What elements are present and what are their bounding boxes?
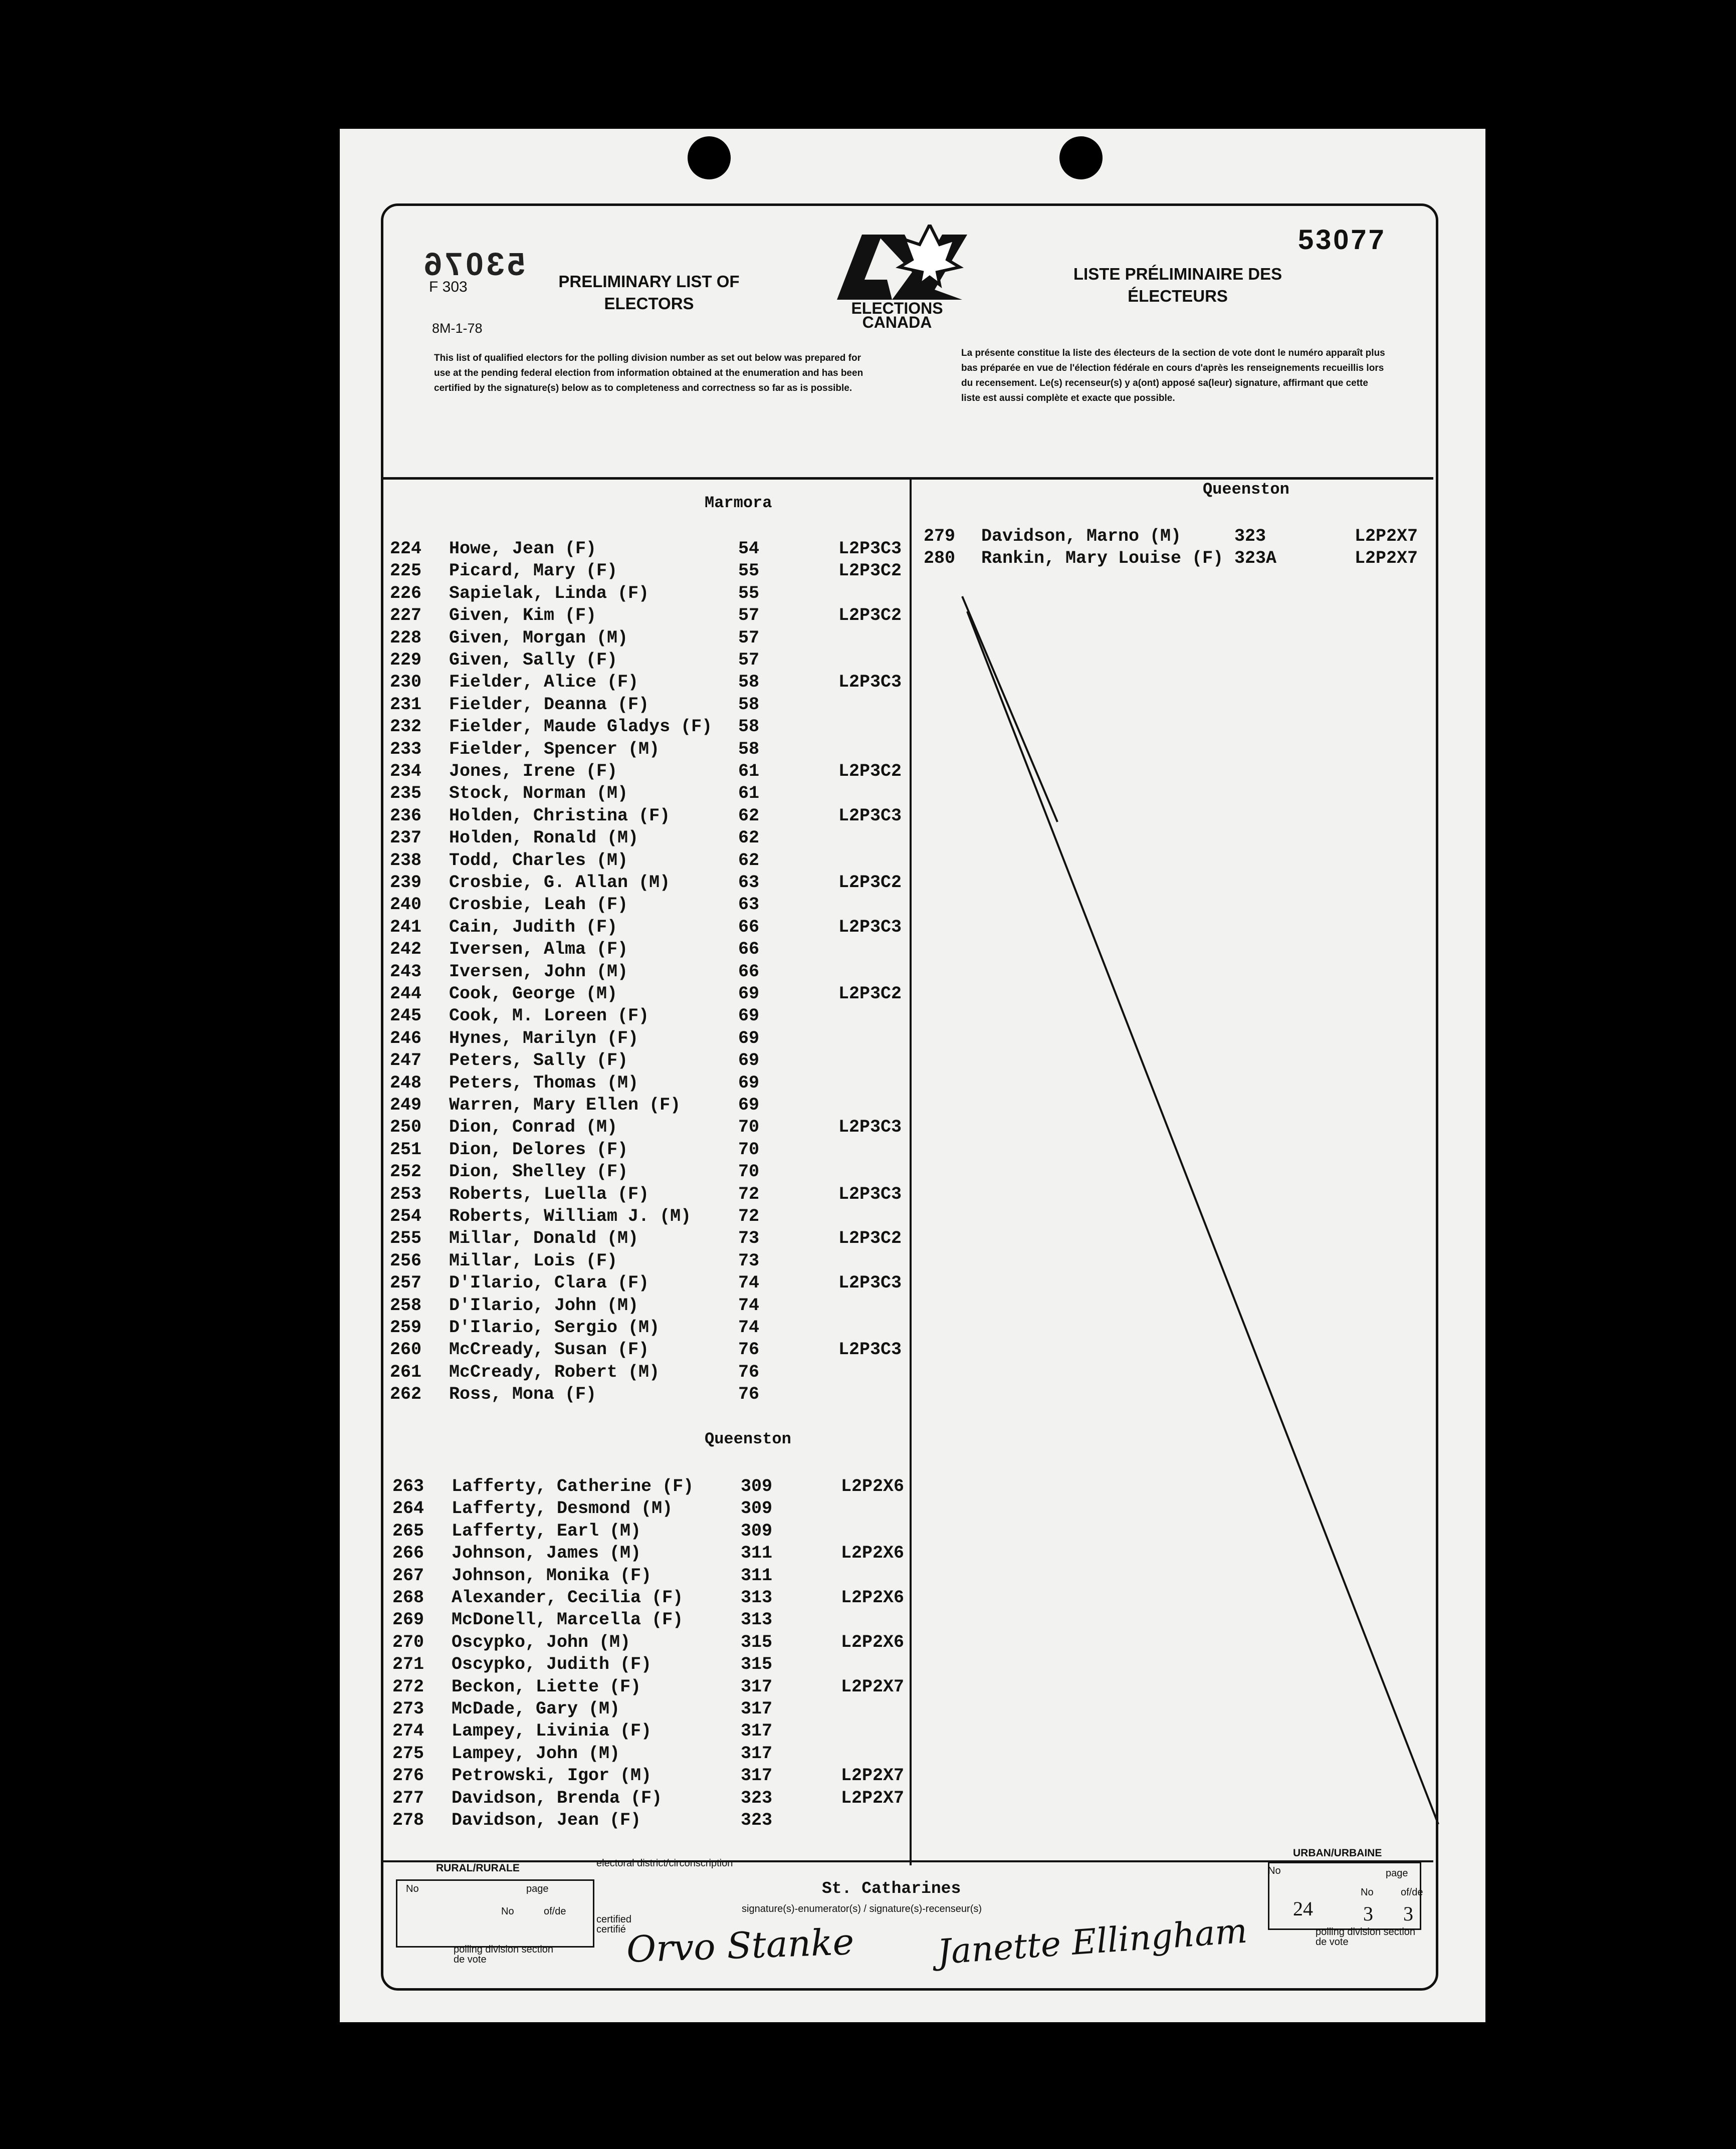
elector-name: McCready, Susan (F) (449, 1340, 649, 1360)
postal-code: L2P3C3 (838, 672, 902, 693)
postal-code: L2P2X7 (841, 1788, 905, 1808)
elector-row (390, 761, 916, 782)
civic-number: 61 (738, 761, 760, 781)
enumerator-signature-2: Janette Ellingham (936, 1911, 1249, 1973)
civic-number: 69 (738, 984, 760, 1004)
elector-number: 246 (390, 1028, 422, 1048)
elector-row (392, 1632, 919, 1653)
elector-number: 253 (390, 1184, 422, 1204)
postal-code: L2P2X7 (841, 1766, 905, 1786)
civic-number: 317 (741, 1676, 773, 1697)
logo-text-elections: ELECTIONS (851, 299, 943, 317)
rural-page-no-label: No (501, 1906, 514, 1917)
civic-number: 73 (738, 1250, 760, 1271)
elector-number: 263 (392, 1476, 424, 1496)
elector-name: Holden, Ronald (M) (449, 828, 639, 848)
elector-number: 260 (390, 1340, 422, 1360)
civic-number: 309 (741, 1498, 773, 1519)
elector-row (390, 962, 916, 983)
civic-number: 323 (741, 1788, 773, 1808)
elector-number: 274 (392, 1721, 424, 1742)
elector-row (392, 1721, 919, 1742)
rural-polling-label: polling division section de vote (454, 1944, 554, 1965)
elector-name: Given, Kim (F) (449, 605, 597, 626)
elector-number: 255 (390, 1228, 422, 1249)
civic-number: 315 (741, 1654, 773, 1675)
elector-row (390, 1206, 916, 1227)
elector-number: 236 (390, 805, 422, 826)
elector-name: D'Ilario, John (M) (449, 1295, 639, 1316)
elector-number: 249 (390, 1095, 422, 1115)
elector-name: Fielder, Deanna (F) (449, 694, 649, 715)
elector-name: Oscypko, Judith (F) (452, 1654, 652, 1675)
civic-number: 58 (738, 717, 760, 737)
elector-number: 275 (392, 1743, 424, 1764)
civic-number: 66 (738, 939, 760, 960)
civic-number: 309 (741, 1521, 773, 1541)
urban-page-no-label: No (1361, 1887, 1374, 1898)
civic-number: 309 (741, 1476, 773, 1496)
elector-row (390, 605, 916, 626)
civic-number: 76 (738, 1340, 760, 1360)
elector-number: 234 (390, 761, 422, 781)
elector-number: 237 (390, 828, 422, 848)
elector-row (390, 1006, 916, 1027)
page-number: 3 (1363, 1902, 1373, 1925)
logo-text-canada: CANADA (862, 313, 932, 330)
civic-number: 74 (738, 1295, 760, 1316)
elector-number: 279 (924, 526, 956, 546)
elector-row (392, 1566, 919, 1587)
civic-number: 323 (741, 1810, 773, 1830)
elector-row (390, 1073, 916, 1094)
elector-number: 239 (390, 873, 422, 893)
elector-row (390, 1095, 916, 1116)
elector-name: Warren, Mary Ellen (F) (449, 1095, 681, 1115)
elector-number: 252 (390, 1162, 422, 1182)
civic-number: 61 (738, 783, 760, 804)
civic-number: 57 (738, 627, 760, 648)
intro-english: This list of qualified electors for the polling division number as set out below was prepared for use at the pending federal election from information obtained at the enumeration and has been certified by the signature(s) below as to completeness and correctness so far as is possible. (434, 353, 863, 393)
elector-number: 224 (390, 539, 422, 559)
certified-label: certified certifié (596, 1914, 632, 1935)
elector-number: 265 (392, 1521, 424, 1541)
elector-row (392, 1543, 919, 1564)
elector-name: McCready, Robert (M) (449, 1362, 660, 1382)
street-heading-marmora: Marmora (705, 494, 772, 512)
elector-number: 276 (392, 1766, 424, 1786)
civic-number: 55 (738, 583, 760, 603)
elector-number: 242 (390, 939, 422, 960)
civic-number: 317 (741, 1766, 773, 1786)
elector-number: 232 (390, 717, 422, 737)
elector-name: Fielder, Spencer (M) (449, 739, 660, 759)
street-heading-queenston-right: Queenston (1203, 480, 1289, 499)
polling-division-number: 24 (1293, 1897, 1313, 1920)
civic-number: 69 (738, 1072, 760, 1093)
punch-hole (1059, 136, 1103, 179)
elector-row (390, 1184, 916, 1205)
civic-number: 317 (741, 1721, 773, 1742)
elector-name: Todd, Charles (M) (449, 850, 628, 871)
elector-number: 238 (390, 850, 422, 871)
elector-row (390, 561, 916, 582)
elector-row (390, 1296, 916, 1317)
elector-row (390, 1318, 916, 1339)
elector-row (390, 628, 916, 649)
elector-number: 230 (390, 672, 422, 693)
elector-row (390, 1117, 916, 1138)
rural-page-label: page (526, 1883, 549, 1894)
postal-code: L2P2X7 (1355, 548, 1418, 568)
elector-name: Millar, Lois (F) (449, 1250, 618, 1271)
elector-number: 267 (392, 1565, 424, 1586)
elector-number: 227 (390, 605, 422, 626)
elections-canada-logo (817, 225, 977, 330)
elector-name: D'Ilario, Clara (F) (449, 1273, 649, 1294)
elector-row (392, 1699, 919, 1720)
elector-name: McDade, Gary (M) (452, 1699, 620, 1719)
elector-name: Millar, Donald (M) (449, 1228, 639, 1249)
header-divider (383, 477, 1433, 480)
civic-number: 70 (738, 1117, 760, 1138)
civic-number: 76 (738, 1362, 760, 1382)
elector-name: Holden, Christina (F) (449, 805, 671, 826)
mirrored-form-number: 53076 (421, 246, 525, 282)
elector-number: 243 (390, 961, 422, 982)
elector-row (390, 1362, 916, 1383)
elector-number: 247 (390, 1050, 422, 1071)
elector-name: Picard, Mary (F) (449, 561, 618, 581)
elector-row (390, 850, 916, 872)
elector-row (390, 917, 916, 938)
elector-row (924, 548, 1450, 569)
urban-no-label: No (1268, 1865, 1281, 1876)
elector-name: Petrowski, Igor (M) (452, 1766, 652, 1786)
urban-label: URBAN/URBAINE (1293, 1847, 1382, 1859)
elector-name: Roberts, William J. (M) (449, 1206, 692, 1226)
elector-row (390, 939, 916, 960)
elector-row (392, 1654, 919, 1675)
civic-number: 317 (741, 1743, 773, 1764)
elector-name: Sapielak, Linda (F) (449, 583, 649, 603)
civic-number: 57 (738, 650, 760, 670)
enumerator-signature-1: Orvo Stanke (625, 1920, 855, 1971)
elector-number: 264 (392, 1498, 424, 1519)
district-label: electoral district/circonscription (596, 1858, 733, 1869)
civic-number: 323 (1234, 526, 1266, 546)
document-number: 53077 (1298, 224, 1386, 255)
elector-row (392, 1766, 919, 1787)
civic-number: 72 (738, 1206, 760, 1226)
civic-number: 317 (741, 1699, 773, 1719)
civic-number: 69 (738, 1028, 760, 1048)
elector-row (390, 1340, 916, 1361)
elector-row (924, 526, 1450, 547)
elector-name: Davidson, Brenda (F) (452, 1788, 663, 1808)
elector-number: 231 (390, 694, 422, 715)
civic-number: 70 (738, 1162, 760, 1182)
elector-name: Lampey, Livinia (F) (452, 1721, 652, 1742)
elector-name: Fielder, Alice (F) (449, 672, 639, 693)
intro-french: La présente constitue la liste des électeurs de la section de vote dont le numéro apparaît plus bas préparée en vue de l'élection fédérale en cours d'après les renseignements recueillis lors du recensement. Le(s) recenseur(s) y a(ont) apposé sa(leur) signature, affirmant que cette liste est aussi complète et exacte que possible. (961, 348, 1385, 403)
civic-number: 69 (738, 1095, 760, 1115)
civic-number: 70 (738, 1139, 760, 1160)
elector-row (390, 1140, 916, 1161)
civic-number: 54 (738, 539, 760, 559)
elector-name: Dion, Shelley (F) (449, 1162, 628, 1182)
elector-number: 250 (390, 1117, 422, 1138)
elector-row (390, 1162, 916, 1183)
elector-name: Given, Sally (F) (449, 650, 618, 670)
elector-name: Iversen, John (M) (449, 961, 628, 982)
urban-page-label: page (1386, 1868, 1408, 1879)
elector-number: 280 (924, 548, 956, 568)
elector-row (390, 539, 916, 560)
postal-code: L2P3C2 (838, 761, 902, 781)
civic-number: 72 (738, 1184, 760, 1204)
civic-number: 74 (738, 1273, 760, 1294)
elector-name: Davidson, Marno (M) (981, 526, 1182, 546)
elector-row (390, 1050, 916, 1071)
postal-code: L2P3C2 (838, 561, 902, 581)
civic-number: 58 (738, 672, 760, 693)
elector-number: 262 (390, 1384, 422, 1405)
elector-number: 251 (390, 1139, 422, 1160)
civic-number: 62 (738, 828, 760, 848)
elector-number: 272 (392, 1676, 424, 1697)
elector-number: 245 (390, 1006, 422, 1026)
postal-code: L2P2X7 (1355, 526, 1418, 546)
elector-row (390, 828, 916, 849)
rural-label: RURAL/RURALE (436, 1862, 520, 1874)
elector-row (390, 895, 916, 916)
civic-number: 69 (738, 1006, 760, 1026)
postal-code: L2P3C2 (838, 605, 902, 626)
elector-row (390, 873, 916, 894)
elector-number: 248 (390, 1072, 422, 1093)
elector-number: 278 (392, 1810, 424, 1830)
elector-name: Alexander, Cecilia (F) (452, 1588, 684, 1608)
civic-number: 62 (738, 850, 760, 871)
civic-number: 55 (738, 561, 760, 581)
elector-name: Crosbie, G. Allan (M) (449, 873, 671, 893)
elector-number: 226 (390, 583, 422, 603)
elector-row (390, 695, 916, 716)
elector-name: Given, Morgan (M) (449, 627, 628, 648)
elector-row (390, 672, 916, 693)
elector-number: 256 (390, 1250, 422, 1271)
postal-code: L2P3C3 (838, 1340, 902, 1360)
civic-number: 66 (738, 917, 760, 937)
elector-row (392, 1588, 919, 1609)
elector-name: Roberts, Luella (F) (449, 1184, 649, 1204)
postal-code: L2P3C2 (838, 984, 902, 1004)
civic-number: 63 (738, 873, 760, 893)
strike-line (952, 591, 1453, 1854)
elector-name: Johnson, Monika (F) (452, 1565, 652, 1586)
elector-name: Dion, Delores (F) (449, 1139, 628, 1160)
civic-number: 311 (741, 1565, 773, 1586)
elector-name: Ross, Mona (F) (449, 1384, 597, 1405)
elector-number: 229 (390, 650, 422, 670)
elector-name: D'Ilario, Sergio (M) (449, 1318, 660, 1338)
postal-code: L2P3C3 (838, 1273, 902, 1294)
rural-of-label: of/de (544, 1906, 566, 1917)
civic-number: 315 (741, 1632, 773, 1652)
elector-name: Iversen, Alma (F) (449, 939, 628, 960)
elector-row (390, 1273, 916, 1294)
title-french: LISTE PRÉLIMINAIRE DES ÉLECTEURS (1073, 265, 1282, 305)
elector-row (392, 1788, 919, 1809)
civic-number: 57 (738, 605, 760, 626)
elector-number: 268 (392, 1588, 424, 1608)
elector-name: Hynes, Marilyn (F) (449, 1028, 639, 1048)
elector-number: 225 (390, 561, 422, 581)
elector-name: Jones, Irene (F) (449, 761, 618, 781)
title-english: PRELIMINARY LIST OF ELECTORS (558, 272, 740, 313)
postal-code: L2P3C2 (838, 873, 902, 893)
elector-name: Beckon, Liette (F) (452, 1676, 641, 1697)
elector-number: 254 (390, 1206, 422, 1226)
elector-number: 277 (392, 1788, 424, 1808)
postal-code: L2P2X7 (841, 1676, 905, 1697)
elector-number: 261 (390, 1362, 422, 1382)
postal-code: L2P3C3 (838, 805, 902, 826)
elector-number: 271 (392, 1654, 424, 1675)
elector-name: Rankin, Mary Louise (F) (981, 548, 1224, 568)
civic-number: 76 (738, 1384, 760, 1405)
civic-number: 313 (741, 1610, 773, 1630)
elector-row (390, 739, 916, 760)
postal-code: L2P2X6 (841, 1476, 905, 1496)
elector-name: Davidson, Jean (F) (452, 1810, 641, 1830)
elector-row (390, 783, 916, 804)
elector-row (392, 1810, 919, 1831)
elector-name: Lampey, John (M) (452, 1743, 620, 1764)
civic-number: 323A (1234, 548, 1277, 568)
elector-row (390, 806, 916, 827)
elector-number: 233 (390, 739, 422, 759)
civic-number: 69 (738, 1050, 760, 1071)
elector-name: Lafferty, Earl (M) (452, 1521, 641, 1541)
postal-code: L2P3C3 (838, 539, 902, 559)
elector-row (390, 650, 916, 671)
elector-name: Stock, Norman (M) (449, 783, 628, 804)
elector-name: Peters, Sally (F) (449, 1050, 628, 1071)
civic-number: 74 (738, 1318, 760, 1338)
civic-number: 58 (738, 739, 760, 759)
elector-name: Cook, M. Loreen (F) (449, 1006, 649, 1026)
civic-number: 66 (738, 961, 760, 982)
elector-number: 240 (390, 895, 422, 915)
elector-row (392, 1476, 919, 1497)
postal-code: L2P2X6 (841, 1588, 905, 1608)
urban-polling-label: polling division section de vote (1316, 1926, 1416, 1948)
elector-row (392, 1498, 919, 1520)
civic-number: 311 (741, 1543, 773, 1564)
elector-name: Cook, George (M) (449, 984, 618, 1004)
elector-number: 269 (392, 1610, 424, 1630)
signature-label: signature(s)-enumerator(s) / signature(s)-recenseur(s) (742, 1903, 982, 1914)
punch-hole (688, 136, 731, 179)
civic-number: 73 (738, 1228, 760, 1249)
elector-number: 241 (390, 917, 422, 937)
civic-number: 63 (738, 895, 760, 915)
urban-of-label: of/de (1401, 1887, 1423, 1898)
elector-name: Oscypko, John (M) (452, 1632, 631, 1652)
elector-number: 257 (390, 1273, 422, 1294)
civic-number: 62 (738, 805, 760, 826)
elector-row (392, 1744, 919, 1765)
elector-number: 258 (390, 1295, 422, 1316)
elector-name: Lafferty, Desmond (M) (452, 1498, 673, 1519)
elector-row (390, 984, 916, 1005)
elector-row (390, 1251, 916, 1272)
elector-number: 235 (390, 783, 422, 804)
elector-row (392, 1677, 919, 1698)
elector-row (392, 1521, 919, 1542)
rural-no-label: No (406, 1883, 419, 1894)
postal-code: L2P2X6 (841, 1543, 905, 1564)
elector-number: 266 (392, 1543, 424, 1564)
elector-number: 273 (392, 1699, 424, 1719)
elector-number: 228 (390, 627, 422, 648)
elector-row (390, 1384, 916, 1405)
elector-number: 270 (392, 1632, 424, 1652)
district-value: St. Catharines (822, 1879, 961, 1898)
form-code: F 303 (429, 279, 468, 295)
civic-number: 313 (741, 1588, 773, 1608)
elector-name: Fielder, Maude Gladys (F) (449, 717, 713, 737)
postal-code: L2P3C3 (838, 917, 902, 937)
elector-name: Peters, Thomas (M) (449, 1072, 639, 1093)
postal-code: L2P3C3 (838, 1117, 902, 1138)
elector-name: Lafferty, Catherine (F) (452, 1476, 694, 1496)
postal-code: L2P2X6 (841, 1632, 905, 1652)
civic-number: 58 (738, 694, 760, 715)
elector-row (392, 1610, 919, 1631)
elector-row (390, 583, 916, 604)
elector-number: 244 (390, 984, 422, 1004)
elector-name: Howe, Jean (F) (449, 539, 597, 559)
elector-row (390, 1028, 916, 1049)
elector-name: Cain, Judith (F) (449, 917, 618, 937)
postal-code: L2P3C2 (838, 1228, 902, 1249)
elector-number: 259 (390, 1318, 422, 1338)
postal-code: L2P3C3 (838, 1184, 902, 1204)
page-total: 3 (1403, 1902, 1413, 1925)
elector-name: Crosbie, Leah (F) (449, 895, 628, 915)
form-date: 8M-1-78 (432, 321, 483, 336)
elector-row (390, 717, 916, 738)
elector-name: Dion, Conrad (M) (449, 1117, 618, 1138)
elector-row (390, 1228, 916, 1249)
elector-name: McDonell, Marcella (F) (452, 1610, 684, 1630)
street-heading-queenston: Queenston (705, 1430, 791, 1448)
elector-name: Johnson, James (M) (452, 1543, 641, 1564)
